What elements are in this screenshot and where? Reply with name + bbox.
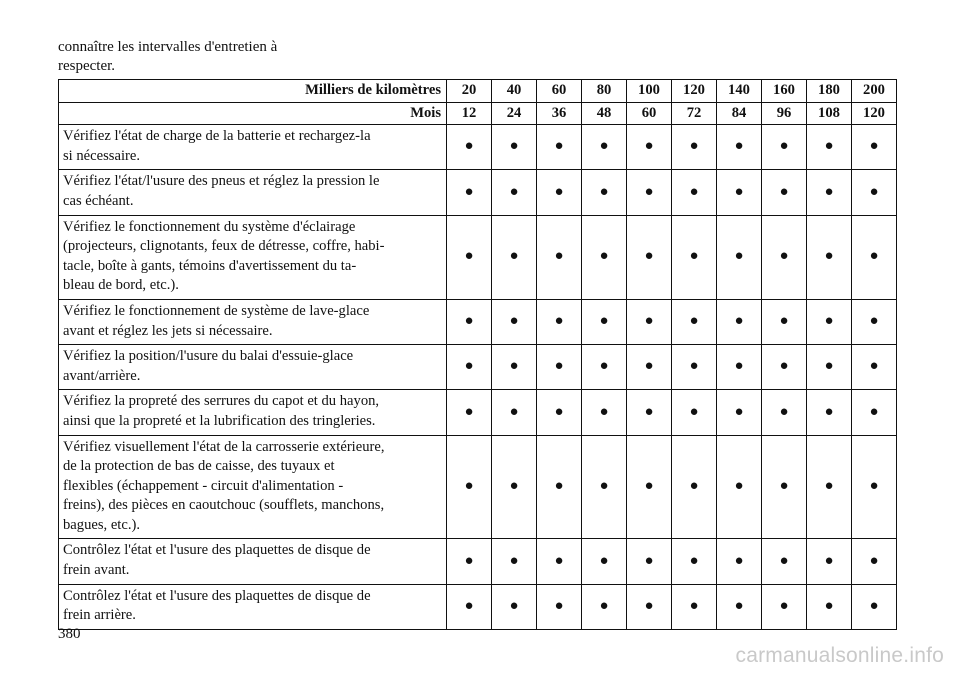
schedule-mark: ● [627,584,672,629]
table-row [59,435,897,539]
task-line: Vérifiez la propreté des serrures du capot et du hayon, [63,393,380,410]
schedule-mark: ● [762,539,807,584]
schedule-mark: ● [447,345,492,390]
table-row [59,345,897,390]
schedule-mark: ● [492,539,537,584]
schedule-mark: ● [852,435,897,539]
schedule-mark: ● [492,215,537,299]
task-line: Vérifiez l'état/l'usure des pneus et réglez la pression le [63,173,380,190]
schedule-mark: ● [492,170,537,215]
month-value: 36 [537,102,582,125]
task-line: ainsi que la propreté et la lubrification des tringleries. [63,412,376,429]
schedule-mark: ● [807,390,852,435]
schedule-mark: ● [672,125,717,170]
schedule-mark: ● [582,584,627,629]
schedule-mark: ● [852,215,897,299]
schedule-mark: ● [537,170,582,215]
task-description [59,584,447,629]
schedule-mark: ● [537,345,582,390]
month-value: 12 [447,102,492,125]
km-header-label: Milliers de kilomètres [59,80,447,103]
schedule-mark: ● [852,584,897,629]
schedule-mark: ● [852,170,897,215]
schedule-mark: ● [627,125,672,170]
schedule-mark: ● [717,435,762,539]
schedule-mark: ● [807,539,852,584]
intro-line: respecter. [58,58,116,74]
schedule-mark: ● [672,539,717,584]
task-line: Contrôlez l'état et l'usure des plaquettes de disque de [63,542,371,559]
schedule-mark: ● [627,539,672,584]
schedule-mark: ● [582,125,627,170]
schedule-mark: ● [627,170,672,215]
km-value: 200 [852,80,897,103]
task-line: cas échéant. [63,192,134,209]
schedule-mark: ● [537,390,582,435]
table-row [59,390,897,435]
task-line: Vérifiez visuellement l'état de la carrosserie extérieure, [63,438,385,455]
schedule-mark: ● [492,435,537,539]
km-value: 160 [762,80,807,103]
schedule-mark: ● [672,345,717,390]
task-line: Contrôlez l'état et l'usure des plaquettes de disque de [63,587,371,604]
km-value: 20 [447,80,492,103]
month-value: 72 [672,102,717,125]
task-description [59,539,447,584]
schedule-mark: ● [627,299,672,344]
schedule-mark: ● [582,299,627,344]
schedule-mark: ● [762,390,807,435]
schedule-mark: ● [807,170,852,215]
km-value: 60 [537,80,582,103]
task-line: frein arrière. [63,607,136,624]
schedule-mark: ● [492,345,537,390]
schedule-mark: ● [852,125,897,170]
month-value: 120 [852,102,897,125]
km-value: 120 [672,80,717,103]
schedule-mark: ● [447,539,492,584]
schedule-mark: ● [852,539,897,584]
table-row [59,299,897,344]
schedule-mark: ● [447,584,492,629]
km-value: 140 [717,80,762,103]
table-row [59,539,897,584]
schedule-mark: ● [537,215,582,299]
schedule-mark: ● [447,170,492,215]
schedule-mark: ● [537,125,582,170]
schedule-mark: ● [447,215,492,299]
schedule-mark: ● [672,215,717,299]
intro-line: connaître les intervalles d'entretien à [58,39,278,55]
month-value: 84 [717,102,762,125]
month-value: 24 [492,102,537,125]
task-description [59,390,447,435]
schedule-mark: ● [627,345,672,390]
task-line: Vérifiez le fonctionnement du système d'éclairage [63,218,356,235]
maintenance-schedule-table [58,79,897,630]
task-line: Vérifiez le fonctionnement de système de lave-glace [63,302,370,319]
schedule-mark: ● [852,299,897,344]
schedule-mark: ● [717,345,762,390]
task-line: freins), des pièces en caoutchouc (soufflets, manchons, [63,497,385,514]
schedule-mark: ● [582,539,627,584]
schedule-mark: ● [807,584,852,629]
schedule-mark: ● [537,584,582,629]
table-row [59,170,897,215]
task-line: bagues, etc.). [63,516,140,533]
schedule-mark: ● [492,125,537,170]
task-description [59,299,447,344]
schedule-mark: ● [672,170,717,215]
task-line: (projecteurs, clignotants, feux de détresse, coffre, habi- [63,238,385,255]
schedule-mark: ● [807,125,852,170]
task-description [59,125,447,170]
schedule-mark: ● [537,435,582,539]
schedule-mark: ● [762,299,807,344]
schedule-mark: ● [672,299,717,344]
schedule-mark: ● [672,435,717,539]
task-line: frein avant. [63,562,130,579]
task-line: de la protection de bas de caisse, des tuyaux et [63,458,335,475]
schedule-mark: ● [447,435,492,539]
watermark: carmanualsonline.info [735,644,944,667]
table-row [59,125,897,170]
schedule-mark: ● [852,345,897,390]
schedule-mark: ● [537,539,582,584]
km-header-row [59,80,897,103]
schedule-mark: ● [762,125,807,170]
schedule-mark: ● [492,584,537,629]
schedule-mark: ● [582,390,627,435]
task-line: tacle, boîte à gants, témoins d'avertissement du ta- [63,257,357,274]
schedule-mark: ● [852,390,897,435]
task-line: Vérifiez la position/l'usure du balai d'essuie-glace [63,348,354,365]
schedule-mark: ● [582,215,627,299]
table-row [59,215,897,299]
month-value: 96 [762,102,807,125]
schedule-mark: ● [762,584,807,629]
schedule-mark: ● [492,390,537,435]
schedule-mark: ● [762,435,807,539]
schedule-mark: ● [717,170,762,215]
months-header-row [59,102,897,125]
schedule-mark: ● [582,435,627,539]
month-value: 108 [807,102,852,125]
schedule-mark: ● [627,435,672,539]
month-value: 60 [627,102,672,125]
schedule-mark: ● [717,390,762,435]
task-description [59,345,447,390]
schedule-mark: ● [447,299,492,344]
schedule-mark: ● [717,299,762,344]
month-value: 48 [582,102,627,125]
intro-text [58,38,358,76]
km-value: 80 [582,80,627,103]
schedule-mark: ● [627,215,672,299]
task-line: bleau de bord, etc.). [63,277,179,294]
schedule-mark: ● [627,390,672,435]
task-description [59,435,447,539]
task-description [59,215,447,299]
schedule-mark: ● [717,539,762,584]
table-row [59,584,897,629]
task-description [59,170,447,215]
schedule-mark: ● [807,345,852,390]
schedule-mark: ● [762,170,807,215]
task-line: flexibles (échappement - circuit d'alimentation - [63,477,344,494]
schedule-mark: ● [807,215,852,299]
schedule-mark: ● [582,170,627,215]
task-line: Vérifiez l'état de charge de la batterie et rechargez-la [63,128,371,145]
schedule-mark: ● [717,584,762,629]
km-value: 180 [807,80,852,103]
schedule-mark: ● [447,125,492,170]
km-value: 100 [627,80,672,103]
schedule-mark: ● [672,390,717,435]
schedule-mark: ● [807,435,852,539]
task-line: avant/arrière. [63,367,141,384]
schedule-mark: ● [762,215,807,299]
page-number: 380 [58,626,81,642]
schedule-mark: ● [717,125,762,170]
schedule-mark: ● [537,299,582,344]
task-line: si nécessaire. [63,147,140,164]
task-line: avant et réglez les jets si nécessaire. [63,322,273,339]
schedule-mark: ● [492,299,537,344]
schedule-mark: ● [582,345,627,390]
schedule-mark: ● [717,215,762,299]
schedule-mark: ● [807,299,852,344]
schedule-mark: ● [447,390,492,435]
km-value: 40 [492,80,537,103]
months-header-label: Mois [59,102,447,125]
schedule-mark: ● [672,584,717,629]
schedule-mark: ● [762,345,807,390]
